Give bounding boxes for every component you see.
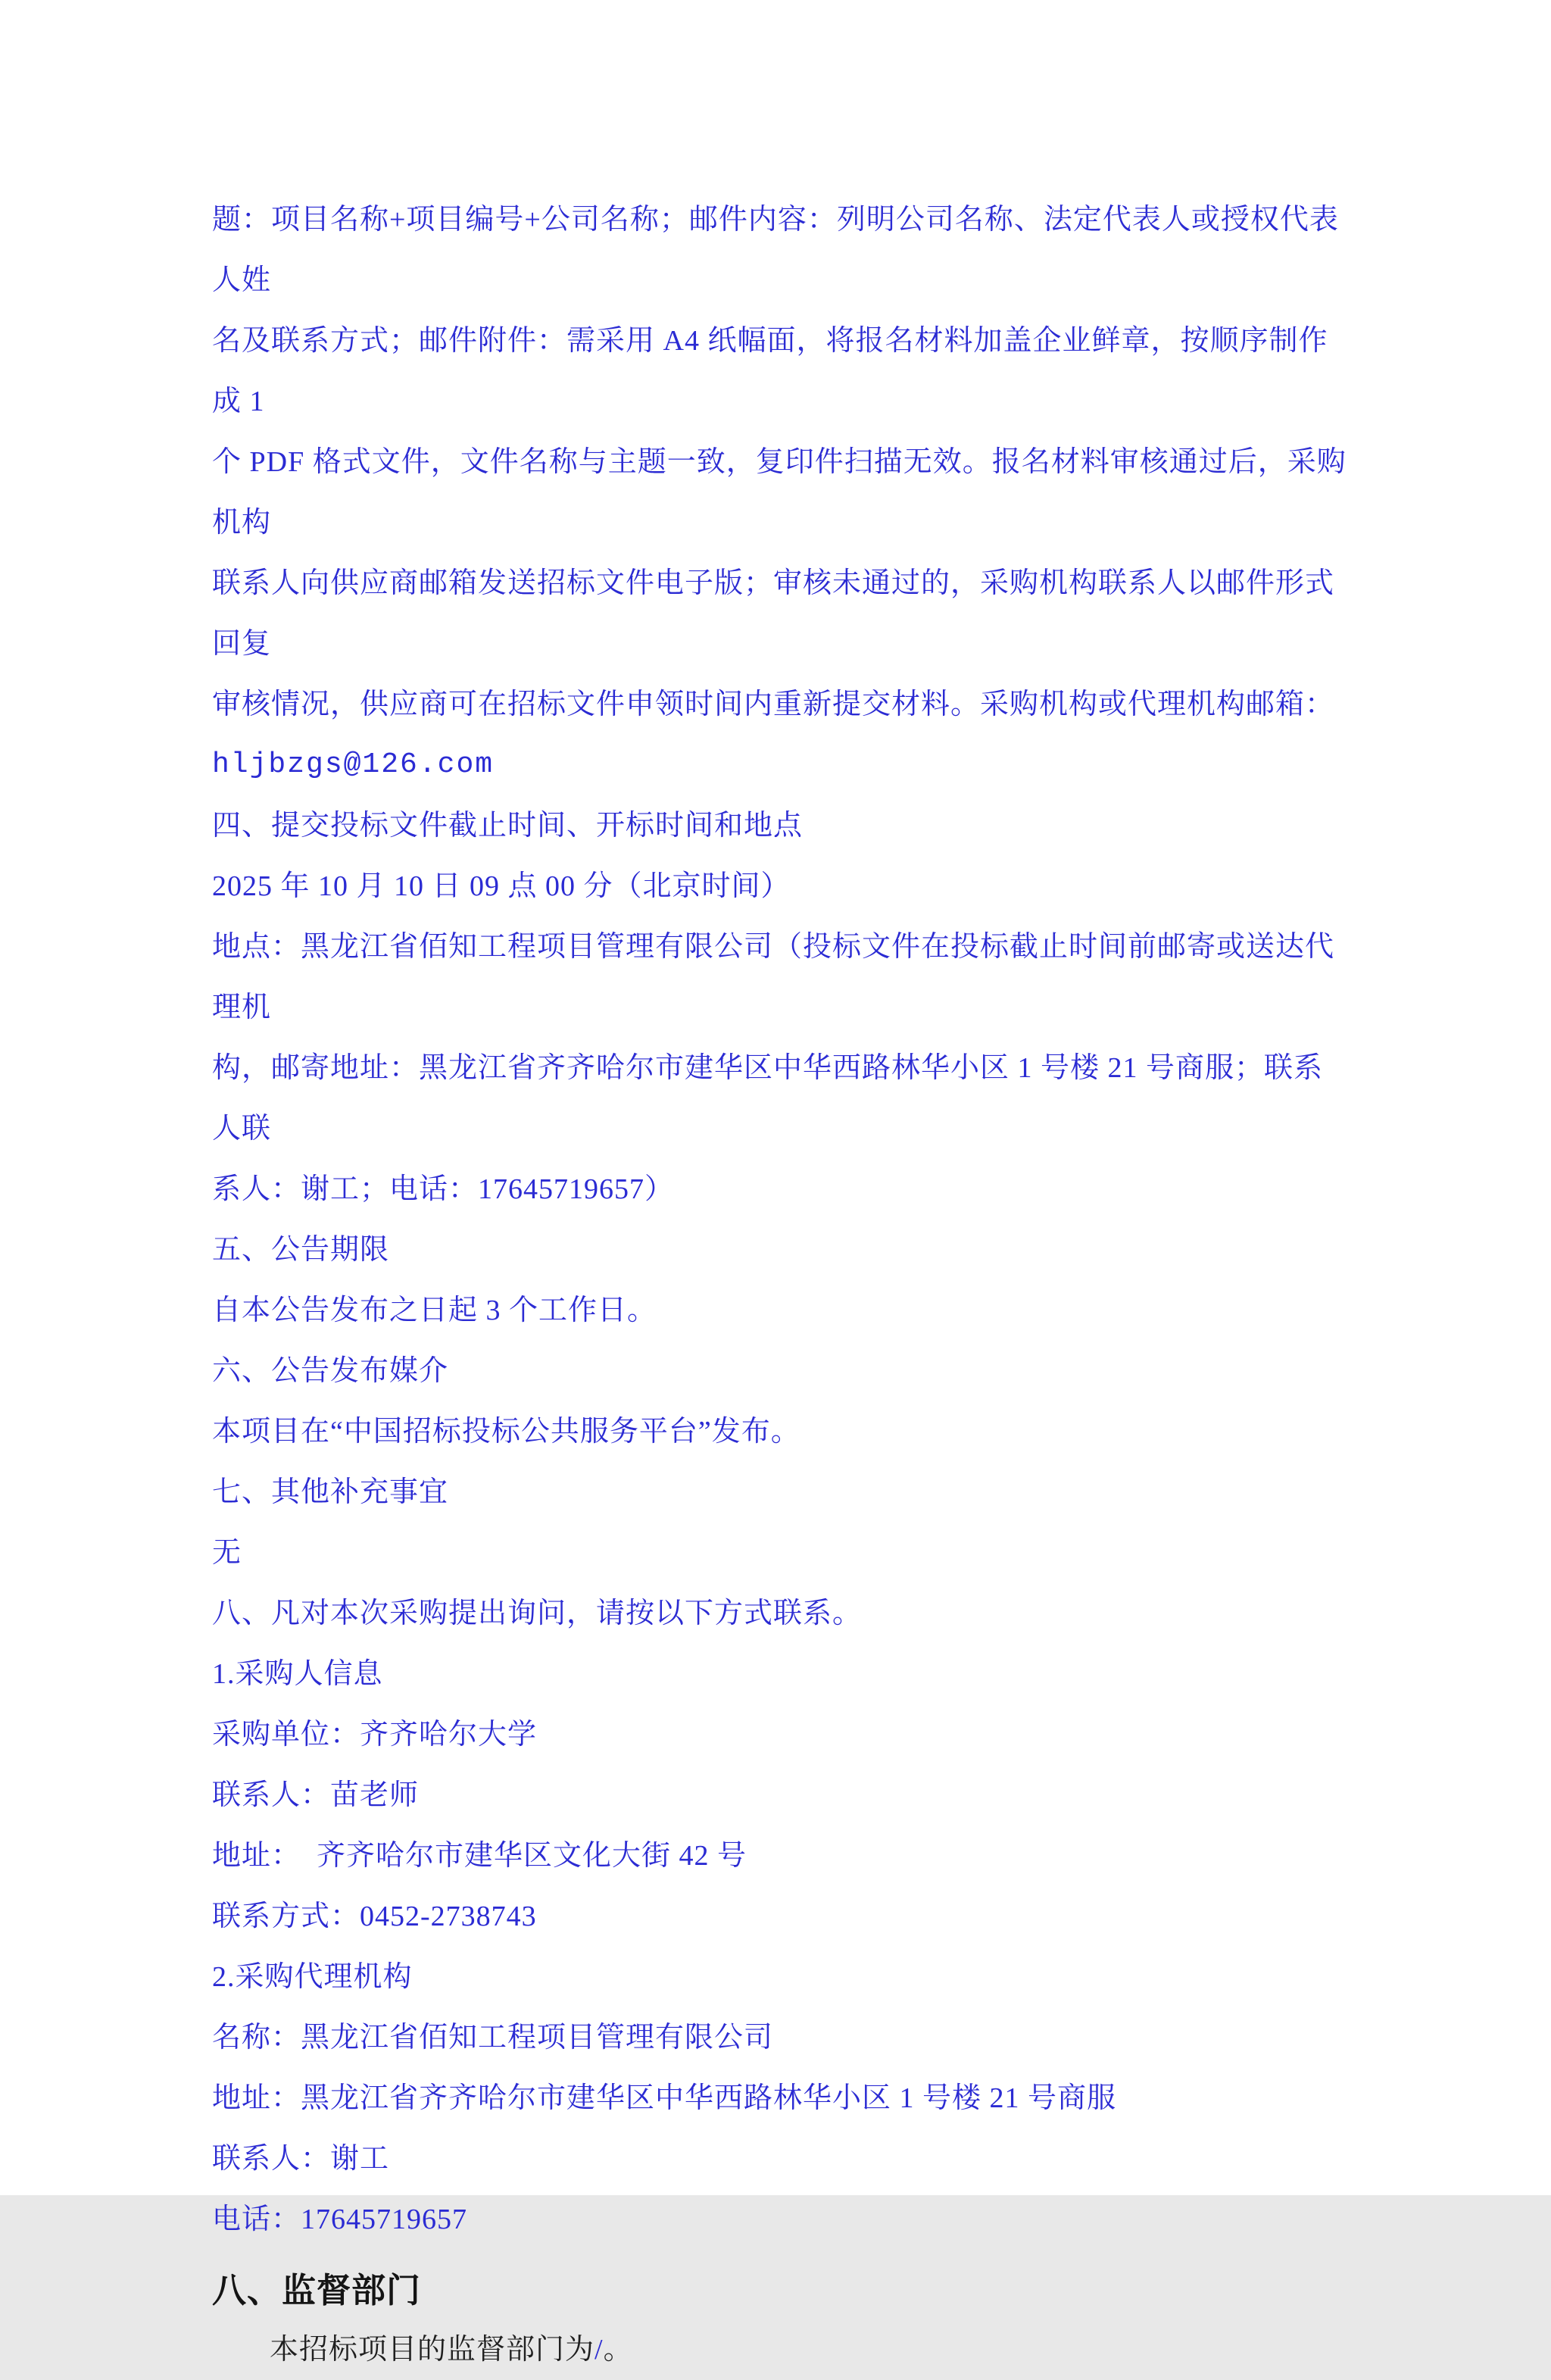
doc-line: 地点：黑龙江省佰知工程项目管理有限公司（投标文件在投标截止时间前邮寄或送达代理机	[212, 931, 1335, 1023]
supervision-body-slash: /	[594, 2334, 604, 2366]
section-heading-5: 五、公告期限	[212, 1234, 390, 1266]
purchaser-info-heading: 1.采购人信息	[212, 1658, 383, 1690]
agency-email-text: hljbzgs@126.com	[212, 748, 495, 781]
doc-line: 名及联系方式；邮件附件：需采用 A4 纸幅面，将报名材料加盖企业鲜章，按顺序制作成 1	[212, 325, 1328, 417]
purchaser-address: 地址： 齐齐哈尔市建华区文化大街 42 号	[212, 1840, 747, 1872]
agency-phone: 电话：17645719657	[212, 2204, 468, 2235]
section-heading-6: 六、公告发布媒介	[212, 1355, 449, 1387]
doc-line: 题：项目名称+项目编号+公司名称；邮件内容：列明公司名称、法定代表人或授权代表人姓	[212, 204, 1339, 296]
section-heading-8-contact: 八、凡对本次采购提出询问，请按以下方式联系。	[212, 1598, 863, 1629]
doc-line: 自本公告发布之日起 3 个工作日。	[212, 1295, 657, 1326]
document-content	[212, 189, 1348, 2380]
doc-line: 审核情况，供应商可在招标文件申领时间内重新提交材料。采购机构或代理机构邮箱：	[212, 689, 1335, 720]
agency-contact: 联系人：谢工	[212, 2143, 390, 2175]
supervision-body	[212, 2319, 1348, 2380]
doc-line: 构，邮寄地址：黑龙江省齐齐哈尔市建华区中华西路林华小区 1 号楼 21 号商服；联系人联	[212, 1052, 1324, 1145]
purchaser-phone: 联系方式：0452-2738743	[212, 1901, 537, 1932]
doc-line: 无	[212, 1537, 242, 1569]
doc-line: 本项目在“中国招标投标公共服务平台”发布。	[212, 1416, 800, 1448]
purchaser-unit: 采购单位：齐齐哈尔大学	[212, 1719, 538, 1751]
section-heading-4: 四、提交投标文件截止时间、开标时间和地点	[212, 810, 804, 842]
purchaser-contact: 联系人：苗老师	[212, 1779, 420, 1811]
doc-line: 系人：谢工；电话：17645719657）	[212, 1173, 675, 1205]
deadline-datetime: 2025 年 10 月 10 日 09 点 00 分（北京时间）	[212, 870, 791, 902]
supervision-body-suffix: 。	[603, 2334, 633, 2366]
agency-address: 地址：黑龙江省齐齐哈尔市建华区中华西路林华小区 1 号楼 21 号商服	[212, 2082, 1117, 2114]
doc-line: 联系人向供应商邮箱发送招标文件电子版；审核未通过的，采购机构联系人以邮件形式回复	[212, 567, 1335, 660]
section-heading-7: 七、其他补充事宜	[212, 1476, 449, 1508]
agency-name: 名称：黑龙江省佰知工程项目管理有限公司	[212, 2022, 774, 2054]
supervision-section-heading: 八、监督部门	[212, 2271, 422, 2310]
agency-info-heading: 2.采购代理机构	[212, 1961, 413, 1993]
supervision-body-prefix: 本招标项目的监督部门为	[270, 2334, 595, 2366]
doc-line: 个 PDF 格式文件，文件名称与主题一致，复印件扫描无效。报名材料审核通过后，采购机构	[212, 446, 1347, 539]
